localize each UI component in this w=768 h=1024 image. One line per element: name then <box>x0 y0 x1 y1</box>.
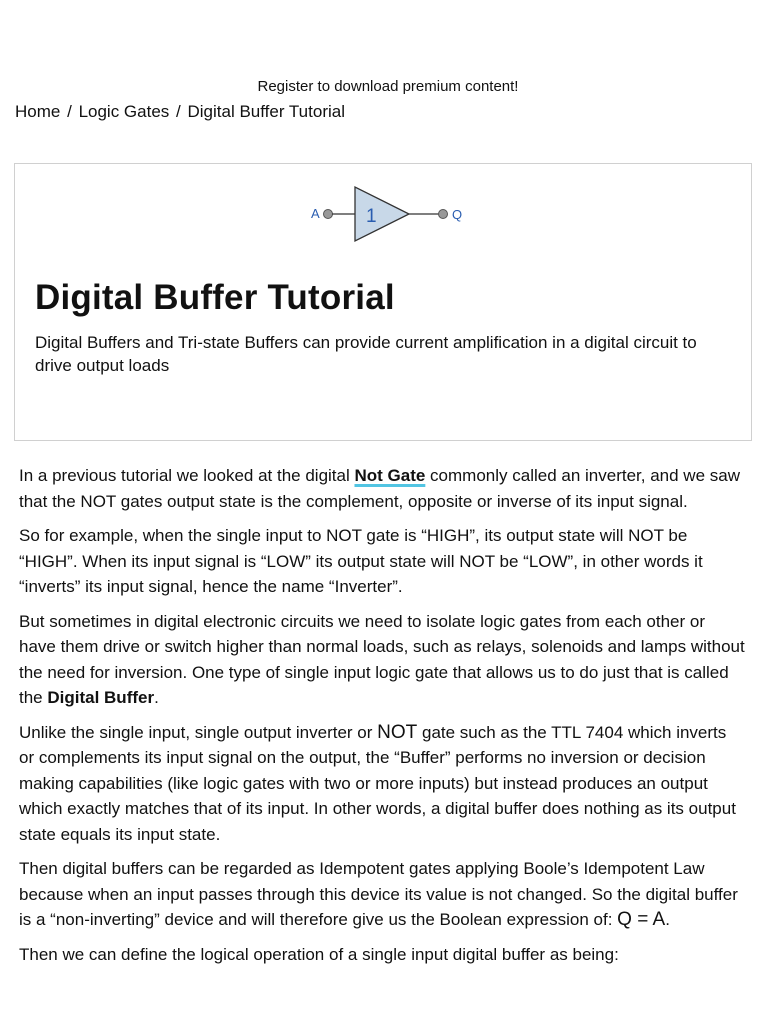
boolean-expression: Q = A <box>617 909 666 930</box>
paragraph-text: gate such as the TTL 7404 which inverts or complements its input signal on the output, the “Buffer” performs no inversion or decision making capabilities (like logic gates with two or more inputs) but instead produces an output which exactly matches that of its input. In other words, a digital buffer does nothing as its output state equals its input state. <box>19 722 736 844</box>
page-subtitle: Digital Buffers and Tri-state Buffers can provide current amplification in a digital circuit to drive output loads <box>35 333 697 375</box>
article-paragraph <box>19 463 745 514</box>
input-terminal <box>324 210 333 219</box>
breadcrumb-home[interactable]: Home <box>15 102 61 121</box>
breadcrumb-separator: / <box>67 102 72 121</box>
page-title: Digital Buffer Tutorial <box>35 278 395 317</box>
output-terminal <box>439 210 448 219</box>
paragraph-text: . <box>154 688 159 707</box>
digital-buffer-term: Digital Buffer <box>47 688 155 707</box>
hero-card <box>14 163 752 441</box>
paragraph-text: . <box>665 910 670 929</box>
article-paragraph: So for example, when the single input to NOT gate is “HIGH”, its output state will NOT be “HIGH”. When its input signal is “LOW” its output state will NOT be “LOW”, in other words it “inverts” its input signal, hence the name “Inverter”. <box>19 526 703 596</box>
buffer-triangle <box>355 187 409 241</box>
breadcrumb-separator: / <box>176 102 181 121</box>
article-paragraph <box>19 856 745 933</box>
diagram-output-label: Q <box>452 207 463 222</box>
article-paragraph: Then we can define the logical operation of a single input digital buffer as being: <box>19 944 619 964</box>
buffer-gate-diagram <box>305 184 485 248</box>
paragraph-text: Unlike the single input, single output inverter or <box>19 722 378 742</box>
paragraph-text: But sometimes in digital electronic circuits we need to isolate logic gates from each other or have them drive or switch higher than normal loads, such as relays, solenoids and lamps without the need for inversion. One type of single input logic gate that allows us to do just that is called the <box>19 611 745 707</box>
paragraph-text: commonly called an inverter, and we saw that the NOT gates output state is the complement, opposite or inverse of its input signal. <box>19 466 740 511</box>
diagram-input-label: A <box>311 206 320 221</box>
diagram-gate-label: 1 <box>366 206 377 227</box>
not-gate-link[interactable]: Not Gate <box>354 466 426 485</box>
paragraph-text: Then digital buffers can be regarded as Idempotent gates applying Boole’s Idempotent Law because when an input passes through this device its value is not changed. So the digital buffer is a “non-inverting” device and will therefore give us the Boolean expression of: <box>19 859 738 929</box>
article-paragraph <box>19 609 745 711</box>
paragraph-text: In a previous tutorial we looked at the digital <box>19 466 355 485</box>
not-term: NOT <box>377 721 418 743</box>
breadcrumb-current: Digital Buffer Tutorial <box>187 102 345 121</box>
article-paragraph <box>19 720 745 848</box>
breadcrumb <box>15 102 345 122</box>
premium-promo-text[interactable]: Register to download premium content! <box>257 78 519 95</box>
breadcrumb-logic-gates[interactable]: Logic Gates <box>78 102 170 121</box>
article-body <box>19 463 745 976</box>
